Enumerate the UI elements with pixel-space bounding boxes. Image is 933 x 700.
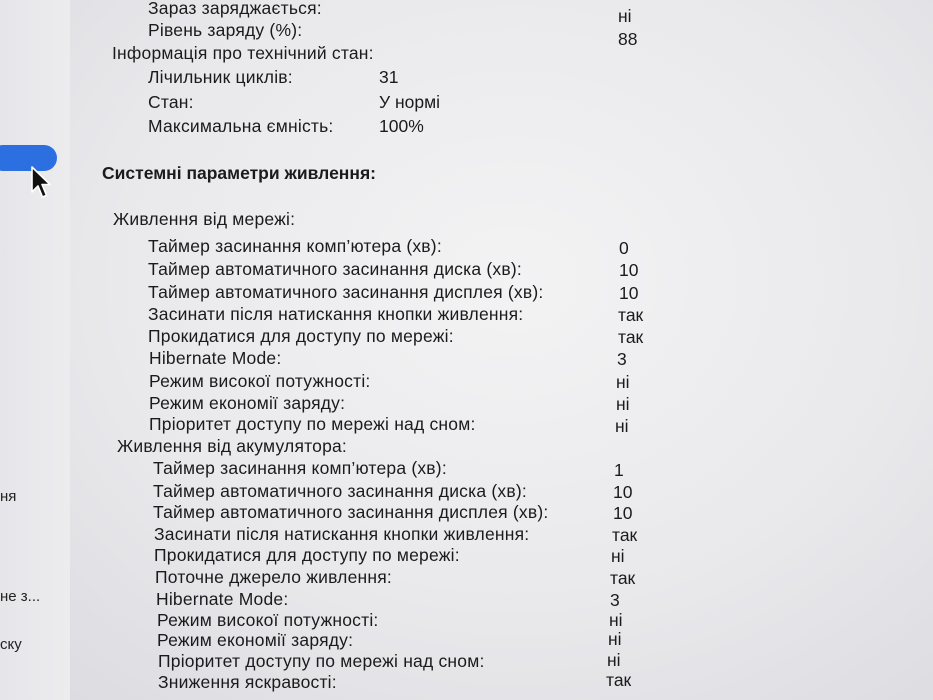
battery-setting-label: Пріоритет доступу по мережі над сном: [158, 651, 485, 671]
battery-setting-value: 3 [610, 590, 620, 610]
battery-setting-value: так [612, 525, 638, 545]
battery-setting-label: Прокидатися для доступу по мережі: [154, 545, 460, 565]
max-capacity-label: Максимальна ємність: [148, 116, 334, 136]
ac-setting-label: Таймер автоматичного засинання дисплея (хв): [148, 282, 544, 302]
battery-setting-value: ні [608, 629, 622, 649]
sidebar-item-label[interactable]: не з... [0, 588, 41, 605]
ac-setting-value: 3 [617, 349, 627, 369]
ac-setting-value: 0 [619, 238, 629, 258]
charge-level-label: Рівень заряду (%): [148, 20, 303, 40]
battery-setting-label: Hibernate Mode: [156, 589, 289, 609]
battery-setting-value: 1 [614, 460, 624, 480]
ac-setting-label: Режим високої потужності: [149, 371, 371, 391]
sidebar-item-label[interactable]: ня [0, 488, 17, 505]
condition-value: У нормі [379, 92, 441, 112]
power-settings-heading: Системні параметри живлення: [102, 163, 376, 183]
battery-power-title: Живлення від акумулятора: [117, 436, 347, 456]
ac-power-title: Живлення від мережі: [113, 209, 296, 229]
cycle-count-value: 31 [379, 67, 399, 87]
ac-setting-label: Пріоритет доступу по мережі над сном: [149, 414, 476, 434]
ac-setting-label: Hibernate Mode: [149, 348, 282, 368]
battery-setting-value: так [610, 568, 636, 588]
battery-setting-value: ні [611, 546, 625, 566]
ac-setting-value: так [618, 305, 644, 325]
ac-setting-label: Режим економії заряду: [149, 393, 346, 413]
ac-setting-value: ні [616, 372, 630, 392]
battery-setting-label: Таймер автоматичного засинання дисплея (хв): [153, 502, 549, 522]
ac-setting-label: Засинати після натискання кнопки живлення: [148, 304, 524, 324]
battery-setting-label: Засинати після натискання кнопки живлення: [154, 524, 530, 544]
ac-setting-label: Таймер автоматичного засинання диска (хв): [148, 259, 522, 279]
battery-setting-label: Таймер засинання комп’ютера (хв): [153, 458, 447, 478]
battery-setting-value: ні [609, 610, 623, 630]
charging-label: Зараз заряджається: [148, 0, 322, 18]
ac-setting-value: ні [615, 416, 629, 436]
battery-setting-label: Режим високої потужності: [157, 610, 379, 630]
ac-setting-value: 10 [619, 283, 639, 303]
ac-setting-value: ні [616, 394, 630, 414]
battery-setting-label: Зниження яскравості: [158, 672, 337, 692]
ac-setting-label: Прокидатися для доступу по мережі: [148, 326, 454, 346]
battery-setting-label: Режим економії заряду: [157, 630, 354, 650]
ac-setting-value: 10 [619, 260, 639, 280]
battery-setting-value: 10 [613, 503, 633, 523]
sidebar-item-label[interactable]: ску [0, 636, 22, 653]
battery-setting-value: так [606, 670, 632, 690]
max-capacity-value: 100% [379, 116, 424, 136]
condition-label: Стан: [148, 92, 194, 112]
battery-setting-label: Поточне джерело живлення: [155, 567, 392, 587]
battery-setting-value: 10 [613, 482, 633, 502]
charging-value: ні [618, 6, 632, 26]
charge-level-value: 88 [618, 29, 638, 49]
battery-setting-label: Таймер автоматичного засинання диска (хв): [153, 481, 527, 501]
battery-setting-value: ні [607, 650, 621, 670]
health-info-label: Інформація про технічний стан: [112, 43, 374, 63]
ac-setting-value: так [618, 327, 644, 347]
cycle-count-label: Лічильник циклів: [148, 67, 293, 87]
ac-setting-label: Таймер засинання комп’ютера (хв): [148, 236, 442, 256]
